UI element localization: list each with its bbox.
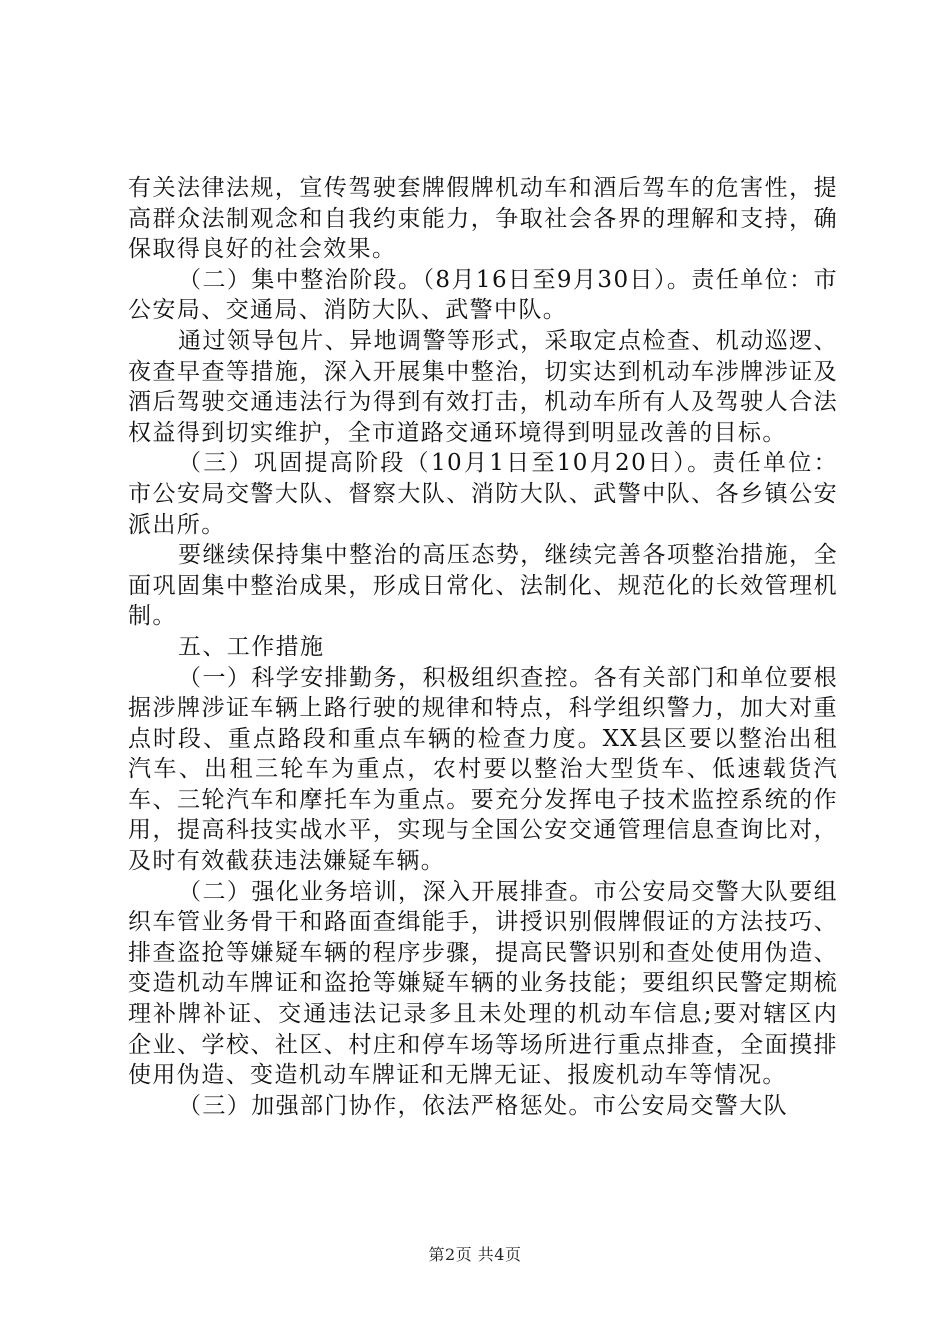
paragraph-9: （三）加强部门协作，依法严格惩处。市公安局交警大队 (178, 1092, 788, 1119)
paragraph-1: 有关法律法规，宣传驾驶套牌假牌机动车和酒后驾车的危害性，提高群众法制观念和自我约束能力，争取社会各界的理解和支持，确保取得良好的社会效果。 (128, 175, 838, 263)
page-footer: 第2页 共4页 (428, 1245, 522, 1264)
paragraph-3: 通过领导包片、异地调警等形式，采取定点检查、机动巡逻、夜查早查等措施，深入开展集中整治，切实达到机动车涉牌涉证及酒后驾驶交通违法行为得到有效打击，机动车所有人及驾驶人合法权益得到切实维护，全市道路交通环境得到明显改善的目标。 (128, 327, 838, 446)
document-body (128, 173, 838, 1121)
paragraph-7: （一）科学安排勤务，积极组织查控。各有关部门和单位要根据涉牌涉证车辆上路行驶的规律和特点，科学组织警力，加大对重点时段、重点路段和重点车辆的检查力度。XX县区要以整治出租汽车、出租三轮车为重点，农村要以整治大型货车、低速载货汽车、三轮汽车和摩托车为重点。要充分发挥电子技术监控系统的作用，提高科技实战水平，实现与全国公安交通管理信息查询比对，及时有效截获违法嫌疑车辆。 (128, 664, 838, 875)
paragraph-5: 要继续保持集中整治的高压态势，继续完善各项整治措施，全面巩固集中整治成果，形成日常化、法制化、规范化的长效管理机制。 (128, 542, 838, 630)
paragraph-4: （三）巩固提高阶段（10月1日至10月20日）。责任单位：市公安局交警大队、督察大队、消防大队、武警中队、各乡镇公安派出所。 (128, 450, 838, 538)
paragraph-8: （二）强化业务培训，深入开展排查。市公安局交警大队要组织车管业务骨干和路面查缉能手，讲授识别假牌假证的方法技巧、排查盗抢等嫌疑车辆的程序步骤，提高民警识别和查处使用伪造、变造机动车牌证和盗抢等嫌疑车辆的业务技能；要组织民警定期梳理补牌补证、交通违法记录多且未处理的机动车信息;要对辖区内企业、学校、社区、村庄和停车场等场所进行重点排查，全面摸排使用伪造、变造机动车牌证和无牌无证、报废机动车等情况。 (128, 878, 838, 1089)
section-heading: 五、工作措施 (178, 633, 325, 660)
paragraph-2: （二）集中整治阶段。（8月16日至9月30日）。责任单位：市公安局、交通局、消防大队、武警中队。 (128, 266, 838, 324)
